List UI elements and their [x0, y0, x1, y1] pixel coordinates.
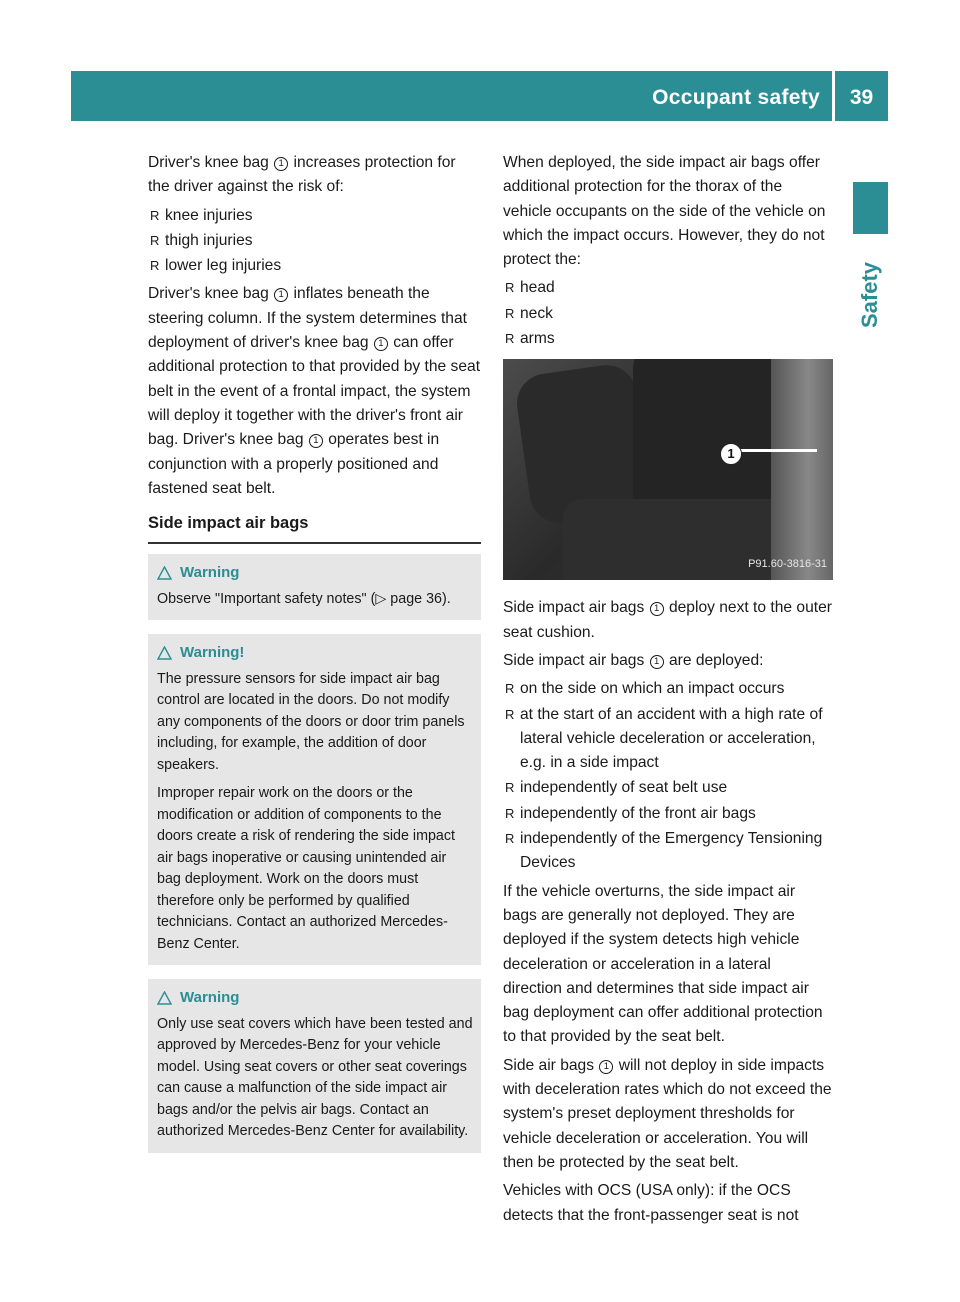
- side-bag-intro: When deployed, the side impact air bags offer additional protection for the thorax of the vehicle occupants on the side of the vehicle on which the impact occurs. However, they do not protect the:: [503, 154, 826, 269]
- callout-1-icon: 1: [720, 443, 742, 465]
- warning-box: [148, 979, 481, 1153]
- list-item: R arms: [505, 327, 833, 351]
- warning-triangle-icon: [157, 646, 172, 660]
- warning-triangle-icon: [157, 566, 172, 580]
- left-column: [148, 151, 481, 1167]
- threshold-text: Side air bags 1 will not deploy in side impacts with deceleration rates which do not exceed the system's preset deployment thresholds for vehicle deceleration or acceleration. You will then be protected by the seat belt.: [503, 1056, 832, 1171]
- deploy-location-text: Side impact air bags 1 deploy next to the outer seat cushion.: [503, 599, 832, 641]
- not-protected-list: [505, 276, 833, 351]
- warning-text: Only use seat covers which have been tested and approved by Mercedes-Benz for your vehicle model. Using seat covers or other seat coverings can cause a malfunction of the side impact air bags and/or the pelvis air bags. Contact an authorized Mercedes-Benz Center for availability.: [157, 1015, 473, 1140]
- list-item: R neck: [505, 302, 833, 326]
- section-tab-label: Safety: [857, 261, 882, 329]
- warning-title: Warning: [180, 564, 240, 582]
- list-item: R independently of seat belt use: [505, 776, 833, 800]
- warning-title: Warning: [180, 989, 240, 1007]
- warning-title: Warning!: [180, 644, 245, 662]
- list-item: R thigh injuries: [150, 229, 481, 253]
- callout-1-icon: 1: [650, 602, 664, 616]
- risk-list: [150, 204, 481, 279]
- warning-box: [148, 554, 481, 620]
- ocs-text: Vehicles with OCS (USA only): if the OCS detects that the front-passenger seat is not: [503, 1182, 799, 1224]
- list-item: R independently of the front air bags: [505, 802, 833, 826]
- list-item: R independently of the Emergency Tensioning Devices: [505, 827, 833, 876]
- warning-text: Improper repair work on the doors or the modification or addition of components to the doors create a risk of rendering the side impact air bags inoperative or causing unintended air bag deployment. Work on the doors must therefore only be performed by qualified technicians. Contact an authorized Mercedes-Benz Center.: [157, 785, 456, 952]
- callout-1-icon: 1: [650, 655, 664, 669]
- airbag-location-marker: [729, 449, 817, 452]
- knee-bag-intro: Driver's knee bag 1 increases protection for the driver against the risk of:: [148, 154, 456, 196]
- section-tab-marker: [853, 182, 888, 234]
- image-reference-code: P91.60-3816-31: [748, 558, 827, 571]
- callout-1-icon: 1: [309, 434, 323, 448]
- side-airbag-photo: [503, 359, 833, 580]
- deployed-lead-text: Side impact air bags 1 are deployed:: [503, 651, 764, 669]
- right-column: [503, 151, 833, 1232]
- list-item: R at the start of an accident with a high rate of lateral vehicle deceleration or acceleration, e.g. in a side impact: [505, 703, 833, 776]
- overturn-text: If the vehicle overturns, the side impact air bags are generally not deployed. They are deployed if the system detects high vehicle deceleration or acceleration in a lateral direction and determines that side impact air bag deployment can offer additional protection to that provided by the seat belt.: [503, 882, 823, 1046]
- warning-triangle-icon: [157, 991, 172, 1005]
- warning-box: [148, 634, 481, 965]
- door-panel-shape: [771, 359, 833, 580]
- callout-1-icon: 1: [599, 1060, 613, 1074]
- page-title: Occupant safety: [652, 86, 820, 109]
- deployed-conditions-list: [505, 677, 833, 875]
- page-number: 39: [849, 86, 874, 109]
- list-item: R head: [505, 276, 833, 300]
- callout-1-icon: 1: [274, 288, 288, 302]
- list-item: R on the side on which an impact occurs: [505, 677, 833, 701]
- list-item: R knee injuries: [150, 204, 481, 228]
- knee-bag-deploy: Driver's knee bag 1 inflates beneath the steering column. If the system determines that deployment of driver's knee bag 1 can offer additional protection to that provided by the seat belt in the event of a frontal impact, the system will deploy it together with the driver's front air bag. Driver's knee bag 1 operates best in conjunction with a properly positioned and fastened seat belt.: [148, 285, 481, 497]
- warning-text: The pressure sensors for side impact air bag control are located in the doors. Do not modify any components of the doors or door trim panels including, for example, the addition of door speakers.: [157, 670, 465, 773]
- callout-1-icon: 1: [274, 157, 288, 171]
- warning-text: Observe "Important safety notes" (▷ page 36).: [157, 590, 451, 607]
- list-item: R lower leg injuries: [150, 254, 481, 278]
- callout-1-icon: 1: [374, 337, 388, 351]
- section-heading: Side impact air bags: [148, 511, 481, 544]
